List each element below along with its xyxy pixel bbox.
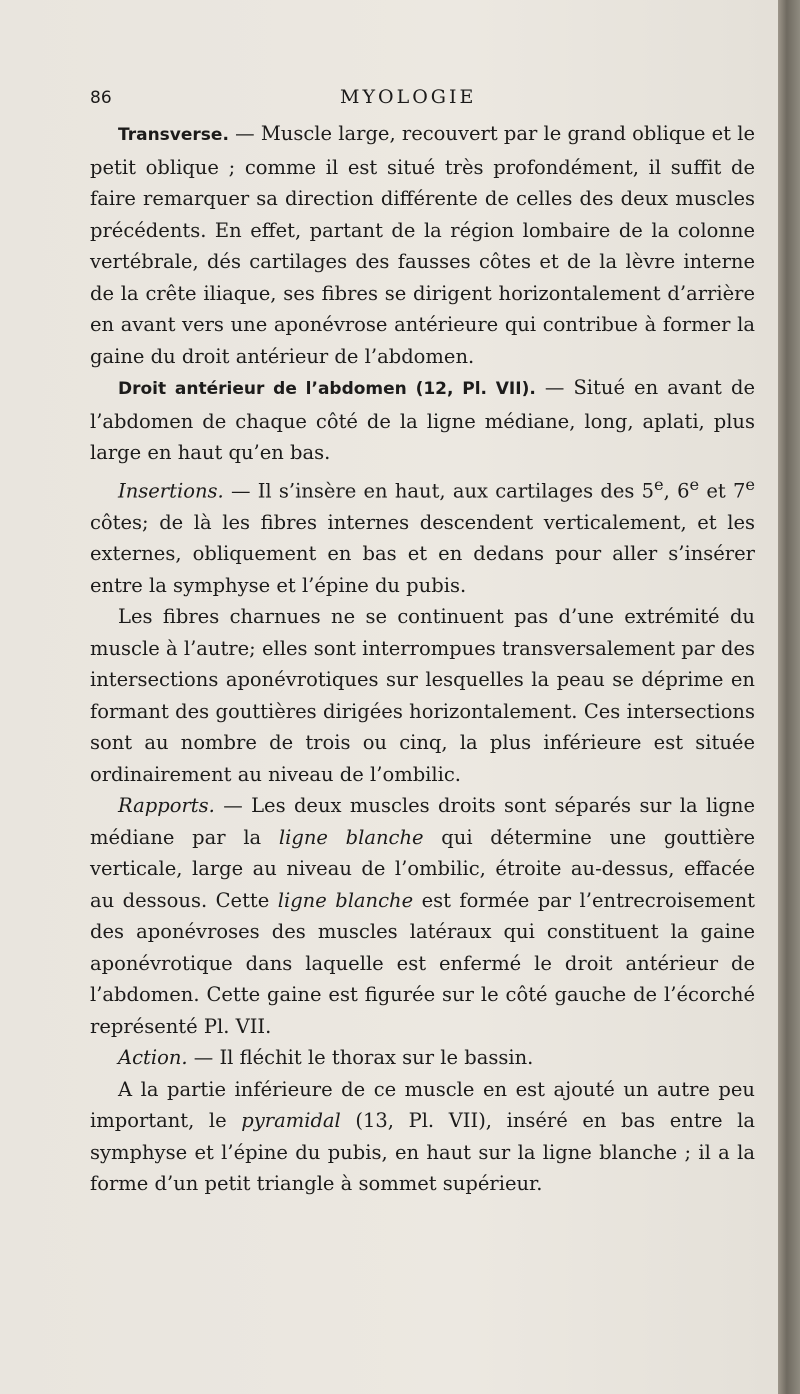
- paragraph-text: et 7: [699, 479, 746, 502]
- superscript: e: [654, 474, 664, 494]
- page-edge: [778, 0, 800, 1394]
- paragraph-droit-anterieur: [90, 372, 755, 469]
- superscript: e: [689, 474, 700, 494]
- heading-action: Action.: [118, 1046, 188, 1069]
- paragraph-text: — Situé en avant de l’abdomen de chaque côté de la ligne médiane, long, aplati, plus large en haut qu’en bas.: [90, 376, 755, 464]
- paragraph-text: Les fibres charnues ne se continuent pas d’une extrémité du muscle à l’autre; elles sont interrompues transversalement par des intersections aponévrotiques sur lesquelles la peau se déprime en formant des gouttières dirigées horizontalement. Ces intersections sont au nombre de trois ou cinq, la plus inférieure est située ordinairement au niveau de l’ombilic.: [90, 605, 755, 786]
- paragraph-text: — Il s’insère en haut, aux cartilages des 5: [223, 479, 655, 502]
- superscript: e: [745, 474, 755, 494]
- term-ligne-blanche: ligne blanche: [277, 888, 414, 912]
- paragraph-action: [90, 1042, 755, 1074]
- page-number: 86: [90, 88, 112, 108]
- heading-droit-anterieur: Droit antérieur de l’abdomen (12, Pl. VII).: [118, 379, 536, 399]
- page-header: [90, 84, 750, 114]
- heading-transverse: Transverse.: [118, 125, 229, 145]
- paragraph-text: — Les deux muscles droits sont séparés sur la ligne médiane par la: [90, 794, 755, 849]
- paragraph-fibres: [90, 601, 755, 790]
- term-pyramidal: pyramidal: [241, 1109, 341, 1132]
- paragraph-text: — Il fléchit le thorax sur le bassin.: [187, 1046, 534, 1069]
- page-body: [90, 118, 755, 1200]
- term-ligne-blanche: ligne blanche: [278, 825, 424, 849]
- paragraph-rapports: [90, 790, 755, 1042]
- paragraph-insertions: [90, 469, 755, 602]
- paragraph-text: (13, Pl. VII), inséré en bas entre la symphyse et l’épine du pubis, en haut sur la ligne blanche ; il a la forme d’un petit triangle à sommet supérieur.: [90, 1109, 755, 1195]
- heading-insertions: Insertions.: [118, 479, 224, 502]
- paragraph-text: A la partie inférieure de ce muscle en est ajouté un autre peu important, le: [90, 1077, 755, 1132]
- paragraph-text: — Muscle large, recouvert par le grand oblique et le petit oblique ; comme il est situé très profondément, il suffit de faire remarquer sa direction différente de celles des deux muscles précédents. En effet, partant de la région lombaire de la colonne vertébrale, dés cartilages des fausses côtes et de la lèvre interne de la crête iliaque, ses fibres se dirigent horizontalement d’arrière en avant vers une aponévrose antérieure qui contribue à former la gaine du droit antérieur de l’abdomen.: [90, 122, 755, 368]
- paragraph-transverse: [90, 118, 755, 372]
- paragraph-text: qui détermine une gouttière verticale, large au niveau de l’ombilic, étroite au-dessus, effacée au dessous. Cette: [90, 825, 755, 912]
- heading-rapports: Rapports.: [118, 794, 215, 817]
- paragraph-pyramidal: [90, 1074, 755, 1200]
- paragraph-text: est formée par l’entrecroisement des aponévroses des muscles latéraux qui constituent la gaine aponévrotique dans laquelle est enfermé le droit antérieur de l’abdomen. Cette gaine est figurée sur le côté gauche de l’écorché représenté Pl. VII.: [90, 888, 755, 1038]
- running-head: MYOLOGIE: [340, 86, 477, 108]
- paragraph-text: , 6: [663, 479, 690, 502]
- paragraph-text: côtes; de là les fibres internes descendent verticalement, et les externes, obliquement en bas et en dedans pour aller s’insérer entre la symphyse et l’épine du pubis.: [90, 510, 755, 597]
